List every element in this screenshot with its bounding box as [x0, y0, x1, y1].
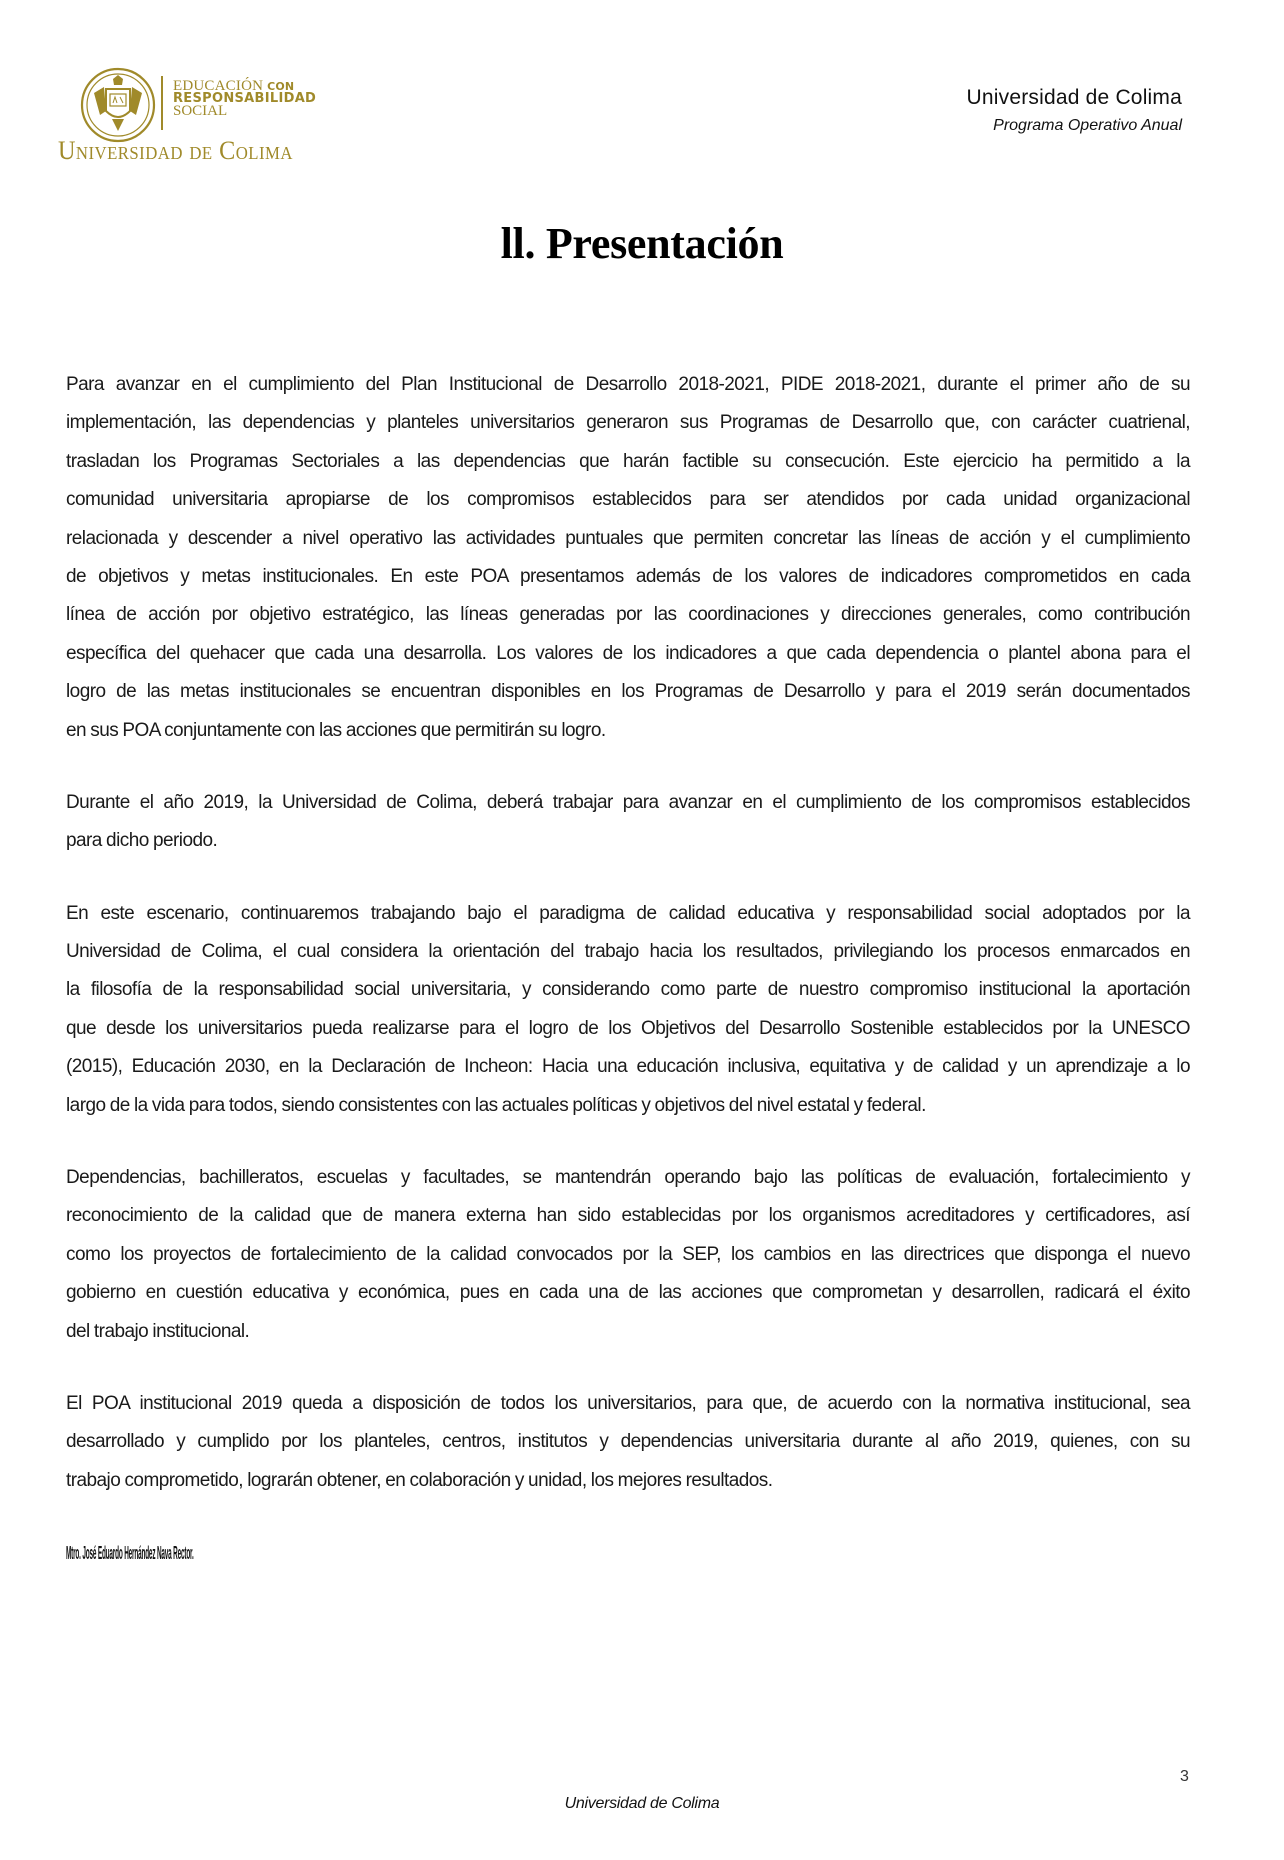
- logo-tagline-line3: SOCIAL: [173, 103, 228, 119]
- header-title: Universidad de Colima: [966, 86, 1182, 109]
- text-line: Durante el año 2019, la Universidad de Colima, deberá trabajar para avanzar en el cumplimiento de los compromisos establecidos: [66, 791, 1190, 813]
- page-header: [967, 86, 1182, 135]
- text-line: (2015), Educación 2030, en la Declaración de Incheon: Hacia una educación inclusiva, equitativa y de calidad y un aprendizaje a lo: [66, 1056, 1190, 1078]
- paragraph-4: [66, 1159, 1190, 1351]
- text-line: línea de acción por objetivo estratégico, las líneas generadas por las coordinaciones y direcciones generales, como contribución: [66, 604, 1190, 626]
- page-number: 3: [1180, 1768, 1189, 1785]
- text-line: la filosofía de la responsabilidad social universitaria, y considerando como parte de nuestro compromiso institucional la aportación: [66, 979, 1190, 1001]
- text-line: Universidad de Colima, el cual considera la orientación del trabajo hacia los resultados, privilegiando los procesos enmarcados en: [66, 941, 1190, 963]
- text-line: comunidad universitaria apropiarse de los compromisos establecidos para ser atendidos por cada unidad organizacional: [66, 489, 1190, 511]
- text-line: de objetivos y metas institucionales. En este POA presentamos además de los valores de indicadores comprometidos en cada: [66, 565, 1190, 587]
- text-line: trabajo comprometido, lograrán obtener, en colaboración y unidad, los mejores resultados.: [66, 1469, 773, 1491]
- paragraph-1: [66, 366, 1190, 750]
- text-line: específica del quehacer que cada una desarrolla. Los valores de los indicadores a que cada dependencia o plantel abona para el: [66, 642, 1190, 664]
- paragraph-2: [66, 784, 1190, 861]
- university-logo: [56, 64, 356, 164]
- text-line: en sus POA conjuntamente con las acciones que permitirán su logro.: [66, 719, 606, 741]
- logo-tagline: [173, 80, 316, 117]
- logo-tagline-con: CON: [267, 80, 295, 93]
- signature: Mtro. José Eduardo Hernández Nava Rector.: [66, 1543, 194, 1564]
- text-line: logro de las metas institucionales se encuentran disponibles en los Programas de Desarrollo y para el 2019 serán documentados: [66, 681, 1190, 703]
- text-line: En este escenario, continuaremos trabajando bajo el paradigma de calidad educativa y responsabilidad social adoptados por la: [66, 902, 1190, 924]
- header-subtitle: Programa Operativo Anual: [993, 117, 1182, 134]
- page-footer: Universidad de Colima: [564, 1795, 720, 1812]
- text-line: relacionada y descender a nivel operativo las actividades puntuales que permiten concretar las líneas de acción y el cumplimiento: [66, 527, 1190, 549]
- logo-tagline-line1: EDUCACIÓN: [173, 78, 264, 94]
- text-line: El POA institucional 2019 queda a disposición de todos los universitarios, para que, de acuerdo con la normativa institucional, sea: [66, 1392, 1190, 1414]
- text-line: implementación, las dependencias y planteles universitarios generaron sus Programas de Desarrollo que, con carácter cuatrienal,: [66, 412, 1190, 434]
- document-body: [66, 366, 1190, 1573]
- text-line: Dependencias, bachilleratos, escuelas y facultades, se mantendrán operando bajo las políticas de evaluación, fortalecimiento y: [66, 1167, 1190, 1189]
- text-line: del trabajo institucional.: [66, 1320, 250, 1342]
- text-line: gobierno en cuestión educativa y económica, pues en cada una de las acciones que comprometan y desarrollen, radicará el éxito: [66, 1282, 1190, 1304]
- logo-tagline-line2: RESPONSABILIDAD: [173, 91, 317, 106]
- university-emblem-icon: [80, 67, 156, 143]
- text-line: largo de la vida para todos, siendo consistentes con las actuales políticas y objetivos del nivel estatal y federal.: [66, 1094, 926, 1116]
- text-line: reconocimiento de la calidad que de manera externa han sido establecidas por los organismos acreditadores y certificadores, así: [66, 1205, 1190, 1227]
- paragraph-3: [66, 895, 1190, 1125]
- text-line: como los proyectos de fortalecimiento de la calidad convocados por la SEP, los cambios en las directrices que disponga el nuevo: [66, 1243, 1190, 1265]
- logo-university-name: Universidad de Colima: [58, 136, 293, 165]
- paragraph-5: [66, 1385, 1190, 1500]
- text-line: desarrollado y cumplido por los planteles, centros, institutos y dependencias universitaria durante al año 2019, quienes, con su: [66, 1431, 1190, 1453]
- page-title: ll. Presentación: [500, 219, 784, 268]
- text-line: que desde los universitarios pueda realizarse para el logro de los Objetivos del Desarrollo Sostenible establecidos por la UNESCO: [66, 1017, 1190, 1039]
- logo-divider: [161, 76, 163, 130]
- text-line: trasladan los Programas Sectoriales a las dependencias que harán factible su consecución. Este ejercicio ha permitido a la: [66, 450, 1190, 472]
- text-line: para dicho periodo.: [66, 830, 218, 852]
- text-line: Para avanzar en el cumplimiento del Plan Institucional de Desarrollo 2018-2021, PIDE 2018-2021, durante el primer año de su: [66, 374, 1190, 395]
